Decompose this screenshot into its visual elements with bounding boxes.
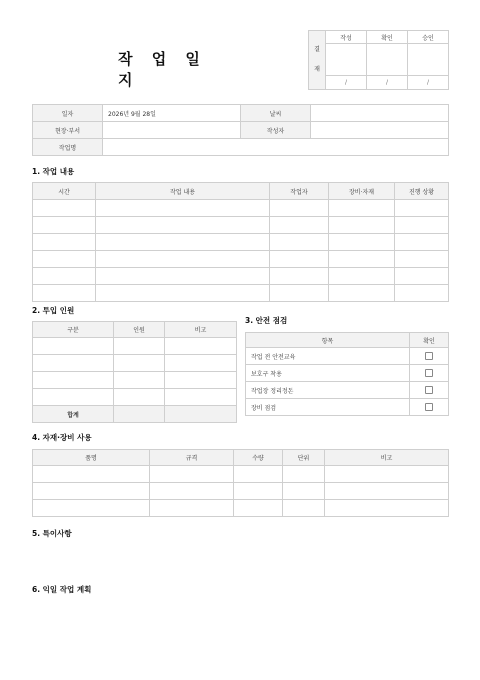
- material-header-spec: 규격: [150, 450, 234, 466]
- list-item: [246, 365, 449, 382]
- table-row: [33, 285, 449, 302]
- staff-header-category: 구분: [33, 322, 114, 338]
- info-table: [32, 104, 449, 156]
- approval-sign-check[interactable]: [367, 44, 408, 76]
- list-item: [246, 348, 449, 365]
- safety-item-label: 보호구 착용: [246, 365, 410, 382]
- section-safety-title: 3. 안전 점검: [245, 316, 288, 325]
- staff-total-note[interactable]: [165, 406, 237, 423]
- approval-box: [308, 30, 449, 90]
- work-header-status: 진행 상황: [395, 183, 449, 200]
- list-item: [246, 399, 449, 416]
- safety-item-label: 장비 점검: [246, 399, 410, 416]
- section-staff-title: 2. 투입 인원: [32, 306, 75, 315]
- site-field[interactable]: [103, 122, 241, 139]
- table-row: [33, 217, 449, 234]
- material-header-unit: 단위: [283, 450, 325, 466]
- table-row: [33, 251, 449, 268]
- staff-table: [32, 321, 237, 423]
- table-row: [33, 338, 237, 355]
- safety-checkbox[interactable]: [425, 369, 433, 377]
- staff-header-count: 인원: [114, 322, 165, 338]
- table-row: [33, 389, 237, 406]
- approval-sign-writer[interactable]: [326, 44, 367, 76]
- site-label: 현장·부서: [33, 122, 103, 139]
- author-field[interactable]: [311, 122, 449, 139]
- section-remarks-title: 5. 특이사항: [32, 529, 72, 538]
- safety-item-label: 작업장 정리정돈: [246, 382, 410, 399]
- table-row: [33, 500, 449, 517]
- next-plan-area[interactable]: [32, 598, 448, 658]
- work-table: [32, 182, 449, 302]
- table-row: [33, 483, 449, 500]
- section-work-content-title: 1. 작업 내용: [32, 167, 75, 176]
- date-value[interactable]: 2026년 9월 28일: [103, 105, 241, 122]
- approval-date-check[interactable]: /: [367, 76, 408, 90]
- approval-side-label: 결 재: [309, 31, 326, 90]
- table-row: [33, 466, 449, 483]
- table-row: [33, 268, 449, 285]
- document-title: 작 업 일 지: [118, 50, 207, 89]
- weather-label: 날씨: [241, 105, 311, 122]
- task-name-label: 작업명: [33, 139, 103, 156]
- date-label: 일자: [33, 105, 103, 122]
- safety-checkbox[interactable]: [425, 352, 433, 360]
- section-next-plan-title: 6. 익일 작업 계획: [32, 585, 92, 594]
- approval-col-check: 확인: [367, 31, 408, 44]
- table-row: [33, 200, 449, 217]
- staff-total-label: 합계: [33, 406, 114, 423]
- safety-table: [245, 332, 449, 416]
- material-header-qty: 수량: [234, 450, 283, 466]
- section-material-title: 4. 자재·장비 사용: [32, 433, 92, 442]
- approval-date-writer[interactable]: /: [326, 76, 367, 90]
- approval-col-writer: 작성: [326, 31, 367, 44]
- safety-header-check: 확인: [410, 333, 449, 348]
- list-item: [246, 382, 449, 399]
- safety-header-item: 항목: [246, 333, 410, 348]
- table-row: [33, 355, 237, 372]
- material-header-name: 품명: [33, 450, 150, 466]
- weather-field[interactable]: [311, 105, 449, 122]
- approval-sign-approve[interactable]: [408, 44, 449, 76]
- approval-col-approve: 승인: [408, 31, 449, 44]
- material-table: [32, 449, 449, 517]
- work-header-content: 작업 내용: [96, 183, 270, 200]
- remarks-area[interactable]: [32, 542, 448, 576]
- staff-header-note: 비고: [165, 322, 237, 338]
- table-row: [33, 372, 237, 389]
- safety-checkbox[interactable]: [425, 386, 433, 394]
- approval-date-approve[interactable]: /: [408, 76, 449, 90]
- task-name-field[interactable]: [103, 139, 449, 156]
- author-label: 작성자: [241, 122, 311, 139]
- material-header-note: 비고: [325, 450, 449, 466]
- work-header-worker: 작업자: [270, 183, 329, 200]
- staff-total-count[interactable]: [114, 406, 165, 423]
- safety-item-label: 작업 전 안전교육: [246, 348, 410, 365]
- work-header-time: 시간: [33, 183, 96, 200]
- safety-checkbox[interactable]: [425, 403, 433, 411]
- work-header-equipment: 장비·자재: [329, 183, 395, 200]
- table-row: [33, 234, 449, 251]
